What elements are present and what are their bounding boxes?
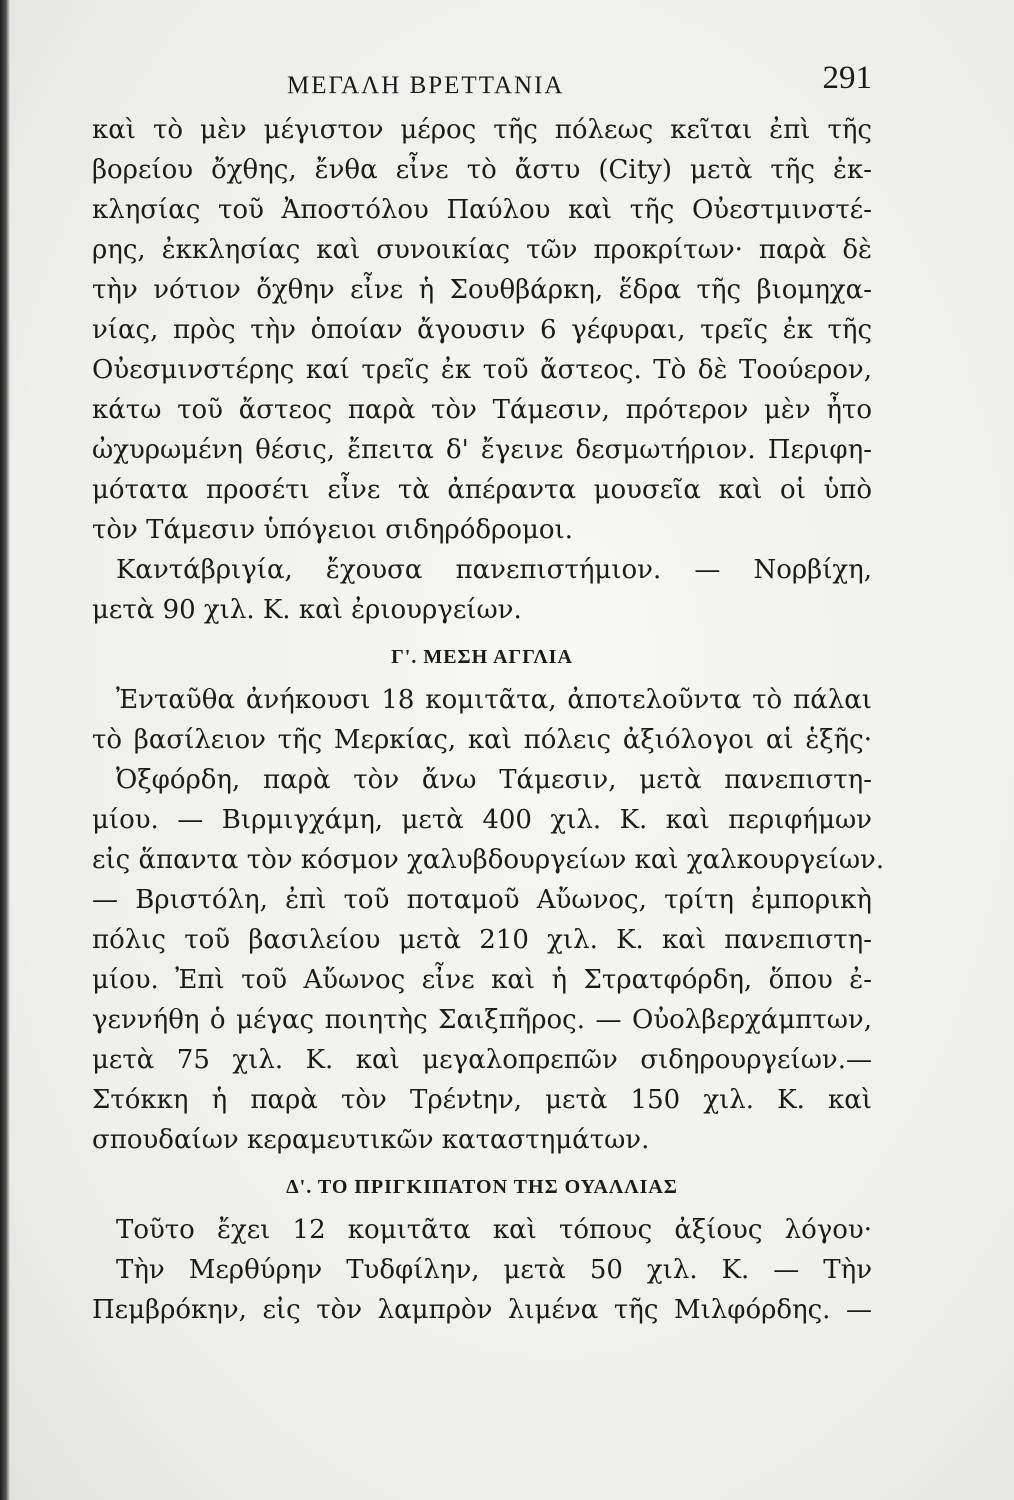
text-line: ὠχυρωμένη θέσις, ἔπειτα δ' ἔγεινε δεσμωτήριον. Περιφη- bbox=[92, 435, 872, 465]
text-line: μίου. Ἐπὶ τοῦ Αὔωνος εἶνε καὶ ἡ Στρατφόρδη, ὅπου ἐ- bbox=[92, 965, 872, 995]
text-line: Ἐνταῦθα ἀνήκουσι 18 κομιτᾶτα, ἀποτελοῦντα τὸ πάλαι bbox=[116, 685, 872, 715]
text-line: Τοῦτο ἔχει 12 κομιτᾶτα καὶ τόπους ἀξίους λόγου· bbox=[116, 1215, 872, 1245]
section-middle-england bbox=[92, 680, 885, 1160]
text-line: γεννήθη ὁ μέγας ποιητὴς Σαιξπῆρος. — Οὐολβερχάμπτων, bbox=[92, 1005, 872, 1035]
text-line: Καντάβριγία, ἔχουσα πανεπιστήμιον. — Νορβίχη, bbox=[116, 555, 872, 585]
page-spine-shadow bbox=[0, 0, 10, 1500]
text-line: εἰς ἅπαντα τὸν κόσμον χαλυβδουργείων καὶ χαλκουργείων. bbox=[92, 845, 885, 875]
text-line: πόλις τοῦ βασιλείου μετὰ 210 χιλ. Κ. καὶ πανεπιστη- bbox=[92, 925, 872, 955]
page-text-block bbox=[92, 60, 885, 1330]
text-line: τὴν νότιον ὄχθην εἶνε ἡ Σουθβάρκη, ἕδρα τῆς βιομηχα- bbox=[92, 275, 872, 305]
text-line: — Βριστόλη, ἐπὶ τοῦ ποταμοῦ Αὔωνος, τρίτη ἐμπορικὴ bbox=[92, 885, 872, 915]
text-line: Οὐεσμινστέρης καί τρεῖς ἐκ τοῦ ἄστεος. Τὸ δὲ Τοούερον, bbox=[92, 355, 872, 385]
text-line: Ὀξφόρδη, παρὰ τὸν ἄνω Τάμεσιν, μετὰ πανεπιστη- bbox=[116, 765, 872, 795]
text-line: τὸ βασίλειον τῆς Μερκίας, καὶ πόλεις ἀξιόλογοι αἱ ἑξῆς· bbox=[92, 725, 872, 755]
section-london-paragraph bbox=[92, 110, 872, 630]
text-line: Στόκκη ἡ παρὰ τὸν Τρένtην, μετὰ 150 χιλ. Κ. καὶ bbox=[92, 1085, 872, 1115]
text-line: μετὰ 90 χιλ. Κ. καὶ ἐριουργείων. bbox=[92, 595, 522, 625]
running-title: ΜΕΓΑΛΗ ΒΡΕΤΤΑΝΙΑ bbox=[287, 72, 565, 99]
text-line: κάτω τοῦ ἄστεος παρὰ τὸν Τάμεσιν, πρότερον μὲν ἦτο bbox=[92, 395, 872, 425]
text-line: Τὴν Μερθύρην Τυδφίλην, μετὰ 50 χιλ. Κ. — Τὴν bbox=[116, 1255, 872, 1285]
text-line: καὶ τὸ μὲν μέγιστον μέρος τῆς πόλεως κεῖται ἐπὶ τῆς bbox=[92, 115, 872, 145]
text-line: μότατα προσέτι εἶνε τὰ ἀπέραντα μουσεῖα καὶ οἱ ὑπὸ bbox=[92, 475, 872, 505]
text-line: νίας, πρὸς τὴν ὁποίαν ἄγουσιν 6 γέφυραι, τρεῖς ἐκ τῆς bbox=[92, 315, 872, 345]
text-line: Πεμβρόκην, εἰς τὸν λαμπρὸν λιμένα τῆς Μιλφόρδης. — bbox=[92, 1295, 872, 1325]
section-wales bbox=[92, 1210, 872, 1330]
text-line: βορείου ὄχθης, ἔνθα εἶνε τὸ ἄστυ (City) μετὰ τῆς ἐκ- bbox=[92, 155, 872, 185]
text-line: κλησίας τοῦ Ἀποστόλου Παύλου καὶ τῆς Οὐεστμινστέ- bbox=[92, 195, 872, 225]
section-heading-middle-england: Γ'. ΜΕΣΗ ΑΓΓΛΙΑ bbox=[391, 646, 573, 668]
text-line: σπουδαίων κεραμευτικῶν καταστημάτων. bbox=[92, 1125, 650, 1155]
section-heading-wales: Δ'. ΤΟ ΠΡΙΓΚΙΠΑΤΟΝ ΤΗΣ ΟΥΑΛΛΙΑΣ bbox=[286, 1176, 678, 1198]
page-header bbox=[92, 60, 872, 110]
text-line: τὸν Τάμεσιν ὑπόγειοι σιδηρόδρομοι. bbox=[92, 515, 573, 545]
text-line: ρης, ἐκκλησίας καὶ συνοικίας τῶν προκρίτων· παρὰ δὲ bbox=[92, 235, 872, 265]
text-line: μίου. — Βιρμιγχάμη, μετὰ 400 χιλ. Κ. καὶ περιφήμων bbox=[92, 805, 872, 835]
text-line: μετὰ 75 χιλ. Κ. καὶ μεγαλοπρεπῶν σιδηρουργείων.— bbox=[92, 1045, 872, 1075]
page-number: 291 bbox=[822, 60, 872, 96]
